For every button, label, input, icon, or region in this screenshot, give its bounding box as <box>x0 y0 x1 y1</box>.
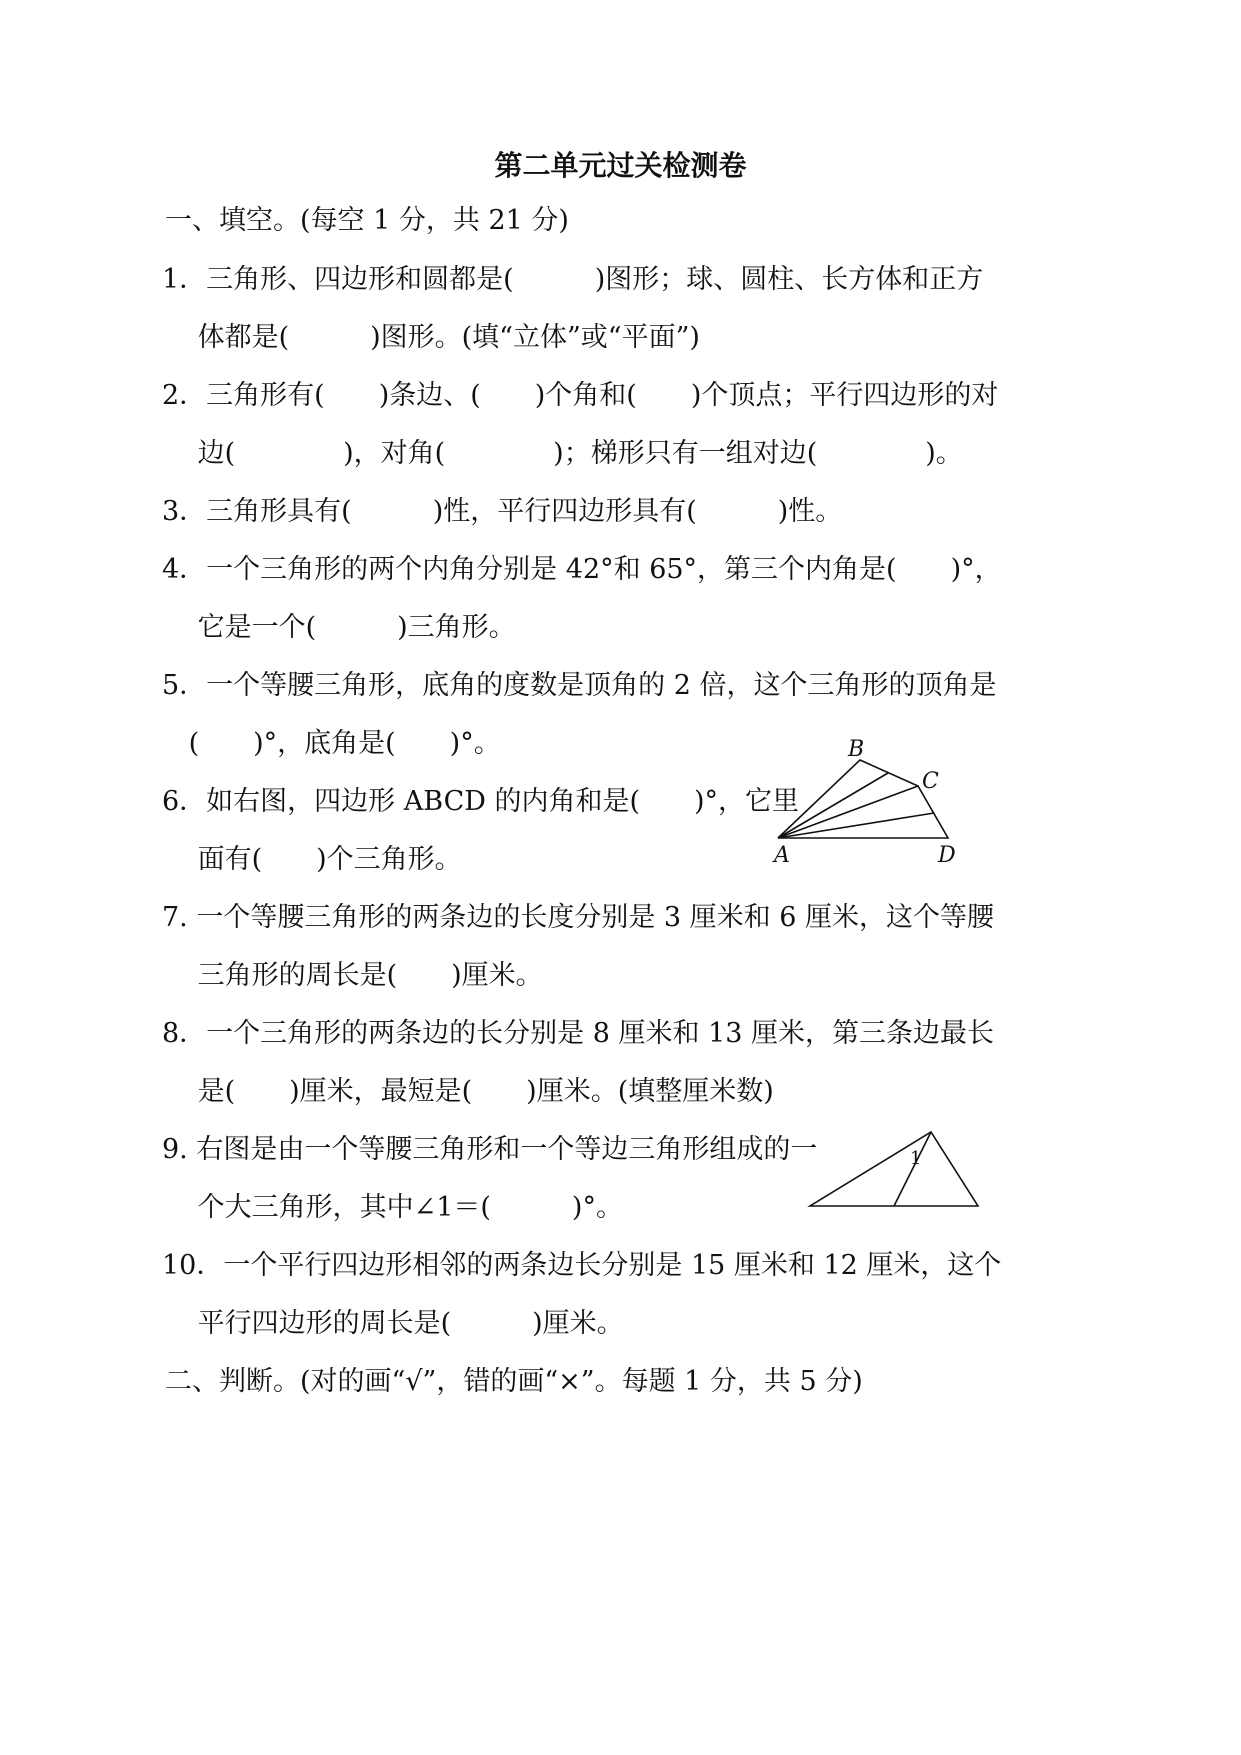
section-1-heading: 一、填空。(每空 1 分，共 21 分) <box>165 205 569 236</box>
q8-line-1: 8．一个三角形的两条边的长分别是 8 厘米和 13 厘米，第三条边最长 <box>162 1018 995 1049</box>
q9-line-2: 个大三角形，其中∠1＝( )°。 <box>162 1192 623 1223</box>
angle-label-1: 1 <box>910 1148 922 1169</box>
page-title: 第二单元过关检测卷 <box>494 149 747 182</box>
vertex-label-b: B <box>848 737 865 762</box>
q1-line-1: 1．三角形、四边形和圆都是( )图形；球、圆柱、长方体和正方 <box>162 264 984 295</box>
q4-line-1: 4．一个三角形的两个内角分别是 42°和 65°，第三个内角是( )°， <box>162 554 1002 585</box>
diagonal-line <box>778 786 918 838</box>
q8-line-2: 是( )厘米，最短是( )厘米。(填整厘米数) <box>162 1076 774 1107</box>
q9-line-1: 9. 右图是由一个等腰三角形和一个等边三角形组成的一 <box>162 1134 818 1165</box>
section-2-heading: 二、判断。(对的画“√”，错的画“×”。每题 1 分，共 5 分) <box>165 1366 863 1397</box>
q10-line-2: 平行四边形的周长是( )厘米。 <box>162 1308 624 1339</box>
vertex-label-a: A <box>774 843 790 868</box>
q10-line-1: 10．一个平行四边形相邻的两条边长分别是 15 厘米和 12 厘米，这个 <box>162 1250 1002 1281</box>
diagonal-line <box>778 773 888 838</box>
q2-line-2: 边( )，对角( )；梯形只有一组对边( )。 <box>162 438 963 469</box>
q2-line-1: 2．三角形有( )条边、( )个角和( )个顶点；平行四边形的对 <box>162 380 999 411</box>
q1-line-2: 体都是( )图形。(填“立体”或“平面”) <box>162 322 700 353</box>
vertex-label-c: C <box>922 769 939 794</box>
q6-line-1: 6．如右图，四边形 ABCD 的内角和是( )°，它里 <box>162 786 800 817</box>
vertex-label-d: D <box>938 843 956 868</box>
large-triangle-outline <box>810 1132 978 1206</box>
q7-line-2: 三角形的周长是( )厘米。 <box>162 960 543 991</box>
q3-line: 3．三角形具有( )性，平行四边形具有( )性。 <box>162 496 843 527</box>
q5-line-2: ( )°，底角是( )°。 <box>180 728 501 759</box>
q6-line-2: 面有( )个三角形。 <box>162 844 462 875</box>
q4-line-2: 它是一个( )三角形。 <box>162 612 516 643</box>
q7-line-1: 7. 一个等腰三角形的两条边的长度分别是 3 厘米和 6 厘米，这个等腰 <box>162 902 995 933</box>
q5-line-1: 5．一个等腰三角形，底角的度数是顶角的 2 倍，这个三角形的顶角是 <box>162 670 997 701</box>
quadrilateral-abcd-figure <box>760 730 970 870</box>
combined-triangle-figure <box>800 1120 990 1220</box>
